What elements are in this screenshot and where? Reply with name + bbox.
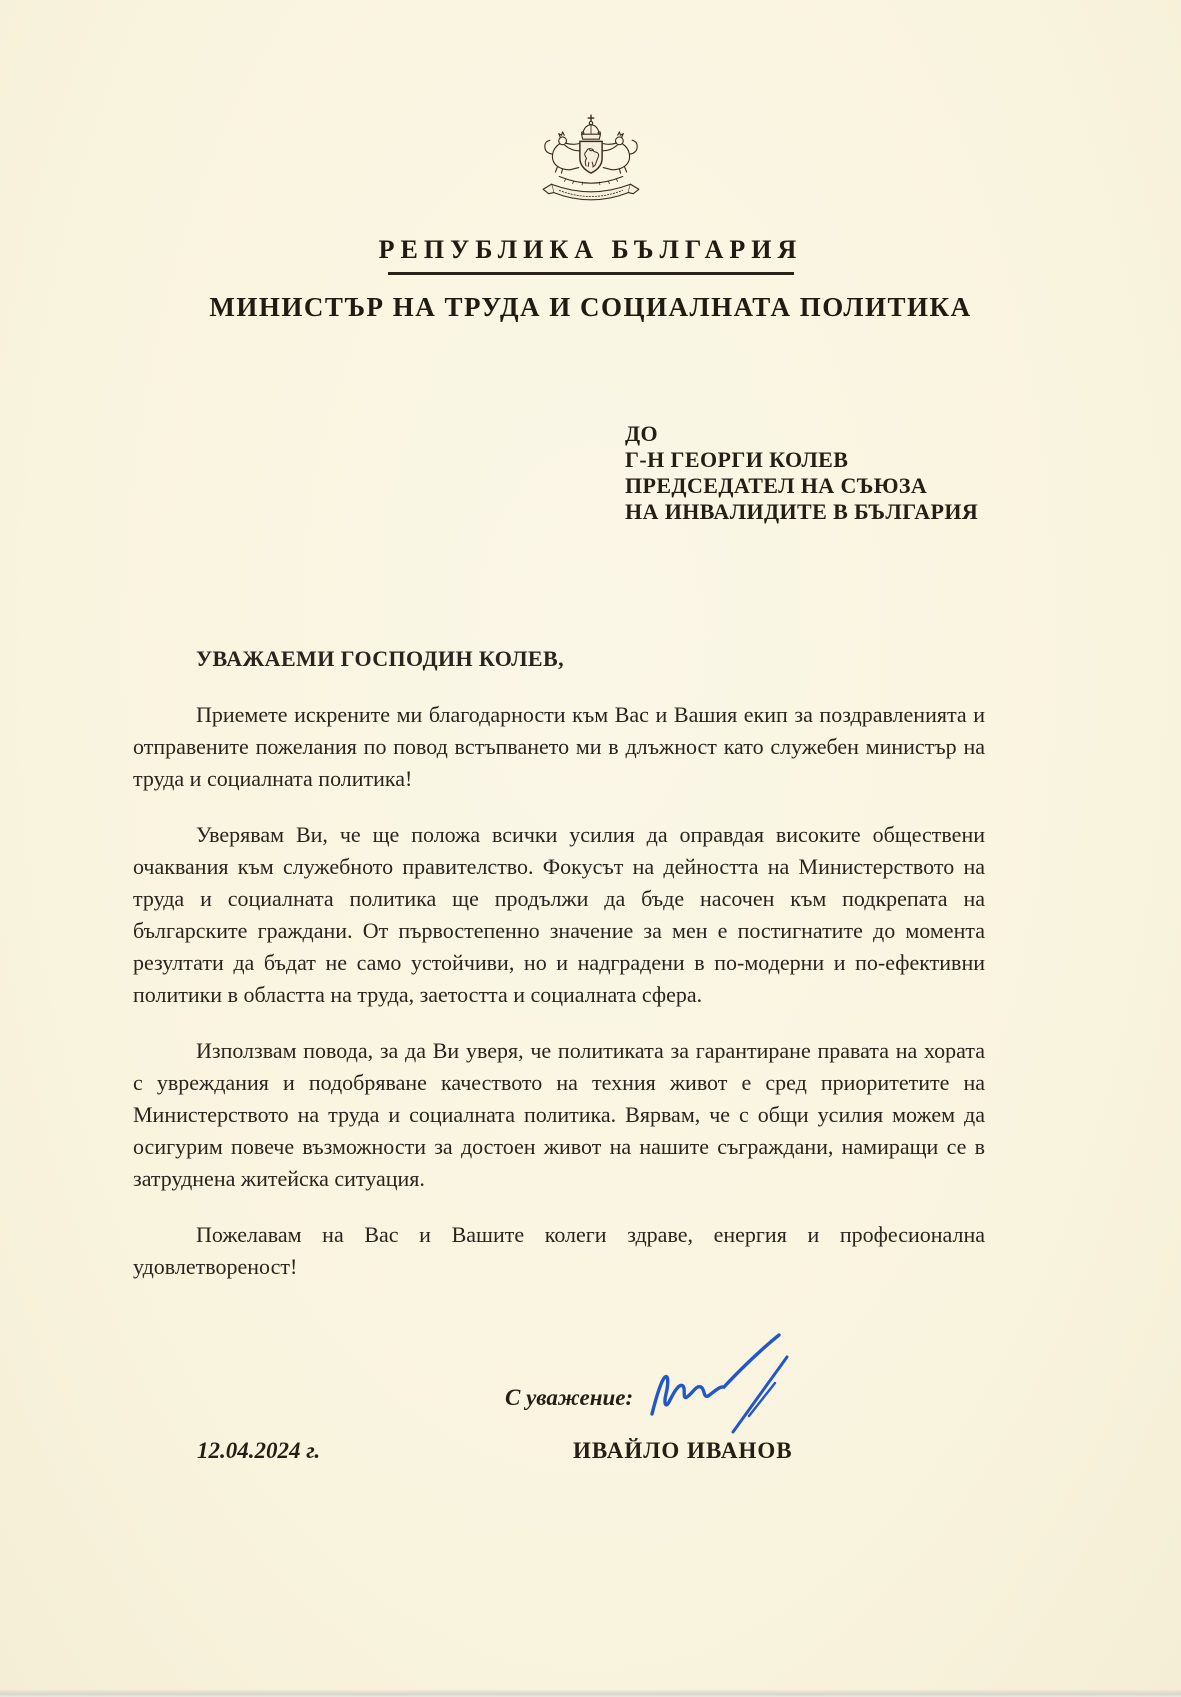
paragraph-3: Използвам повода, за да Ви уверя, че политиката за гарантиране правата на хората с увреждания и подобряване качеството на техния живот е сред приоритетите на Министерството на труда и социалната политика. Вярвам, че с общи усилия можем да осигурим повече възможности за достоен живот на нашите съграждани, намиращи се в затруднена житейска ситуация. [133,1038,985,1191]
closing-phrase: С уважение: [505,1385,634,1410]
letter-body [133,643,985,1283]
bulgarian-coat-of-arms-icon [527,108,655,226]
title-rule [388,272,794,275]
letterhead [0,108,1181,323]
handwritten-signature-icon [636,1326,808,1446]
paragraph-1: Приемете искрените ми благодарности към Вас и Вашия екип за поздравленията и отправените пожелания по повод встъпването ми в длъжност като служебен министър на труда и социалната политика! [133,702,985,791]
signatory-name: ИВАЙЛО ИВАНОВ [573,1438,793,1463]
recipient-block [625,421,978,525]
recipient-line-title-1: ПРЕДСЕДАТЕЛ НА СЪЮЗА [625,473,928,498]
recipient-line-name: Г-Н ГЕОРГИ КОЛЕВ [625,447,849,472]
republic-title: РЕПУБЛИКА БЪЛГАРИЯ [378,235,803,264]
salutation: УВАЖАЕМИ ГОСПОДИН КОЛЕВ, [196,646,564,671]
letter-date: 12.04.2024 г. [197,1438,321,1463]
paragraph-4: Пожелавам на Вас и Вашите колеги здраве, енергия и професионална удовлетвореност! [133,1222,985,1279]
scan-bottom-edge [0,1690,1181,1697]
paragraph-2: Уверявам Ви, че ще положа всички усилия да оправдая високите обществени очаквания към служебното правителство. Фокусът на дейността на Министерството на труда и социалната политика ще продължи да бъде насочен към подкрепата на българските граждани. От първостепенно значение за мен е постигнатите до момента резултати да бъдат не само устойчиви, но и надградени в по-модерни и по-ефективни политики в областта на труда, заетостта и социалната сфера. [133,822,985,1007]
recipient-line-to: ДО [625,421,659,446]
ministry-title: МИНИСТЪР НА ТРУДА И СОЦИАЛНАТА ПОЛИТИКА [209,292,972,322]
recipient-line-title-2: НА ИНВАЛИДИТЕ В БЪЛГАРИЯ [625,499,979,524]
